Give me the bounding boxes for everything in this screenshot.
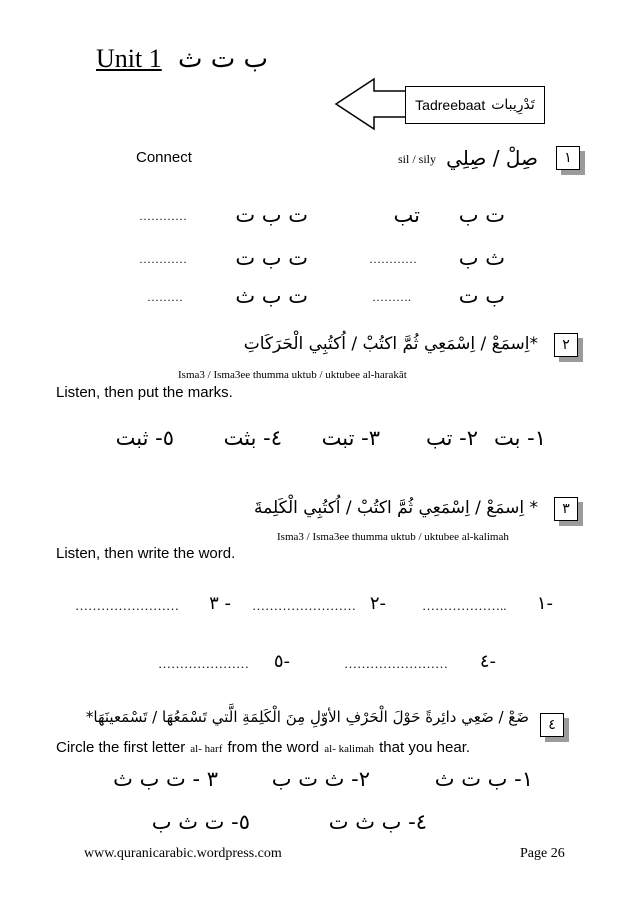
section4-instruction-d: al- kalimah xyxy=(324,743,375,755)
section1-title: صِلْ / صِلِي xyxy=(446,146,538,170)
unit-title: Unit 1 xyxy=(96,44,162,73)
section4-instruction-c: from the word xyxy=(227,739,320,756)
connect-row2-blank: ………… xyxy=(139,252,187,266)
section4-item-2: ٢- ث ت ب xyxy=(271,767,370,791)
connect-row3-right: ب ت xyxy=(458,284,505,308)
section4-instruction xyxy=(56,737,470,756)
connect-row3-blank: ……… xyxy=(147,290,183,304)
section2-translit: Isma3 / Isma3ee thumma uktub / uktubee al-harakāt xyxy=(178,369,407,381)
footer-url[interactable]: www.quranicarabic.wordpress.com xyxy=(84,846,282,861)
section3-translit: Isma3 / Isma3ee thumma uktub / uktubee al-kalimah xyxy=(277,531,509,543)
page-number: Page 26 xyxy=(520,846,565,861)
section1-translit: sil / sily xyxy=(398,152,437,166)
section4-item-3: ٣ - ت ب ث xyxy=(113,767,218,791)
connect-row3-left: ت ب ث xyxy=(235,284,308,308)
section4-item-5: ٥- ت ث ب xyxy=(151,810,250,834)
connect-row2-left: ت ب ت xyxy=(235,246,308,270)
section2-item-5: ٥- ثبت xyxy=(115,426,174,450)
section3-blank-3: …………………… xyxy=(75,598,179,613)
section3-blank-2-num: ٢- xyxy=(369,593,386,614)
section3-blank-4: …………………… xyxy=(344,656,448,671)
section4-instruction-a: Circle the first letter xyxy=(56,739,186,756)
callout-label-en: Tadreebaat xyxy=(415,97,486,113)
connect-row3-mid: ………. xyxy=(372,290,411,304)
connect-row1-left: ت ب ت xyxy=(235,203,308,227)
section2-instruction: Listen, then put the marks. xyxy=(56,384,233,401)
section4-item-1: ١- ب ت ث xyxy=(434,767,533,791)
connect-row2-mid: ………… xyxy=(369,252,417,266)
section4-item-4: ٤- ب ث ت xyxy=(328,810,427,834)
section3-instruction: Listen, then write the word. xyxy=(56,545,236,562)
section3-title: * اِسمَعْ / اِسْمَعِي ثُمَّ اكتُبْ / اُكتُبِي الْكَلِمةَ xyxy=(254,498,538,518)
section1-label: Connect xyxy=(136,149,192,166)
unit-letters: ب ت ث xyxy=(178,44,268,74)
left-arrow-icon xyxy=(334,76,416,132)
section3-blank-2: …………………… xyxy=(252,598,356,613)
section2-title: *اِسمَعْ / اِسْمَعِي ثُمَّ اكتُبْ / اُكتُبِي الْحَرَكَاتِ xyxy=(243,334,538,354)
section3-blank-4-num: ٤- xyxy=(479,651,496,672)
section3-blank-3-num: ٣ - xyxy=(209,593,231,614)
connect-row1-blank: ………… xyxy=(139,209,187,223)
section2-item-3: ٣- تبت xyxy=(321,426,380,450)
section3-blank-5-num: ٥- xyxy=(273,651,290,672)
tadreebaat-callout xyxy=(405,86,545,124)
section4-title: ضَعْ / ضَعِي دائِرةً حَوْلَ الْحَرْفِ الأوّلِ مِنَ الْكَلِمَةِ الَّتي تَسْمَعُهَا / تَسْمَعينَهَا* xyxy=(85,708,529,726)
section3-blank-1-num: ١- xyxy=(536,593,553,614)
connect-row2-right: ث ب xyxy=(458,246,505,270)
connect-row1-right: ت ب xyxy=(458,203,505,227)
section4-instruction-b: al- harf xyxy=(190,743,223,755)
section2-number-badge: ٢ xyxy=(554,333,578,357)
section2-item-4: ٤- بثت xyxy=(223,426,282,450)
section2-item-2: ٢- تب xyxy=(426,426,478,450)
section3-number-badge: ٣ xyxy=(554,497,578,521)
section3-blank-1: ……………….. xyxy=(422,598,507,613)
callout-label-ar: تَدْرِيبات xyxy=(491,97,535,113)
section4-instruction-e: that you hear. xyxy=(379,739,471,756)
section1-number-badge: ١ xyxy=(556,146,580,170)
section2-item-1: ١- بت xyxy=(494,426,546,450)
section3-blank-5: ………………… xyxy=(158,656,249,671)
connect-row1-mid: تب xyxy=(393,203,420,227)
section4-number-badge: ٤ xyxy=(540,713,564,737)
